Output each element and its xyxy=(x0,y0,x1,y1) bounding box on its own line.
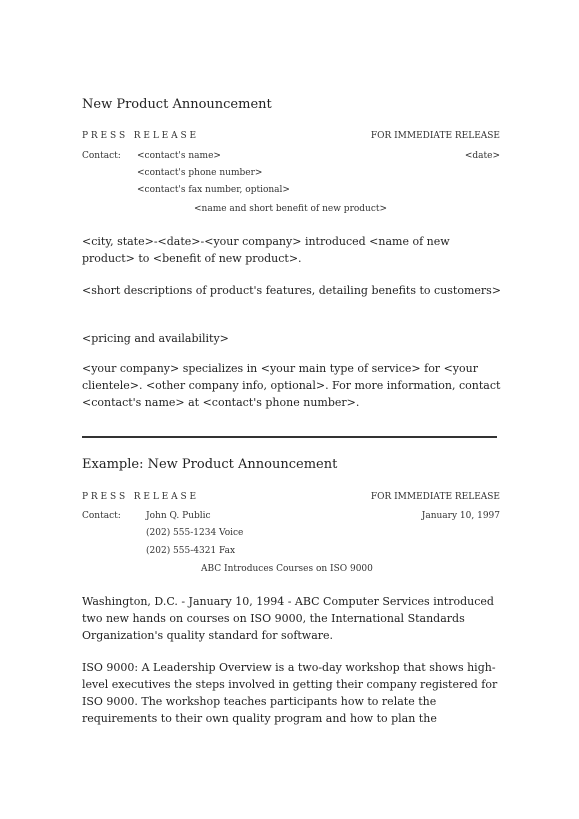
template-paragraph-2: <short descriptions of product's features, detailing benefits to customers> xyxy=(82,284,502,297)
example-headline: ABC Introduces Courses on ISO 9000 xyxy=(201,564,373,574)
template-paragraph-3: <pricing and availability> xyxy=(82,332,229,345)
example-press-release-label: P R E S S R E L E A S E xyxy=(82,492,197,502)
template-fax: <contact's fax number, optional> xyxy=(137,185,290,195)
example-contact-label: Contact: xyxy=(82,511,121,521)
template-headline: <name and short benefit of new product> xyxy=(194,204,388,214)
template-paragraph-1: <city, state>-<date>-<your company> introduced <name of new product> to <benefit of new product>. xyxy=(82,235,450,265)
example-fax: (202) 555-4321 Fax xyxy=(146,546,236,556)
template-for-immediate-release: FOR IMMEDIATE RELEASE xyxy=(370,131,500,141)
template-press-release-label: P R E S S R E L E A S E xyxy=(82,131,197,141)
template-contact-label: Contact: xyxy=(82,151,121,161)
example-for-immediate-release: FOR IMMEDIATE RELEASE xyxy=(370,492,500,502)
example-phone: (202) 555-1234 Voice xyxy=(146,528,244,538)
template-date: <date> xyxy=(464,151,500,161)
template-contact-name: <contact's name> xyxy=(137,151,221,161)
template-title: New Product Announcement xyxy=(82,97,272,112)
template-phone: <contact's phone number> xyxy=(137,168,263,178)
example-paragraph-2: ISO 9000: A Leadership Overview is a two-day workshop that shows high-level executives the steps involved in getting their company registered for ISO 9000. The workshop teaches participants how to relate the requirements to their own quality program and how to plan the xyxy=(82,661,498,725)
example-paragraph-1: Washington, D.C. - January 10, 1994 - ABC Computer Services introduced two new hands on courses on ISO 9000, the International Standards Organization's quality standard for software. xyxy=(82,595,494,642)
template-paragraph-4: <your company> specializes in <your main type of service> for <your clientele>. <other company info, optional>. For more information, contact <contact's name> at <contact's phone number>. xyxy=(82,362,501,409)
example-date: January 10, 1997 xyxy=(421,511,500,521)
example-title: Example: New Product Announcement xyxy=(82,457,338,472)
example-contact-name: John Q. Public xyxy=(146,511,211,521)
section-divider xyxy=(82,436,497,438)
